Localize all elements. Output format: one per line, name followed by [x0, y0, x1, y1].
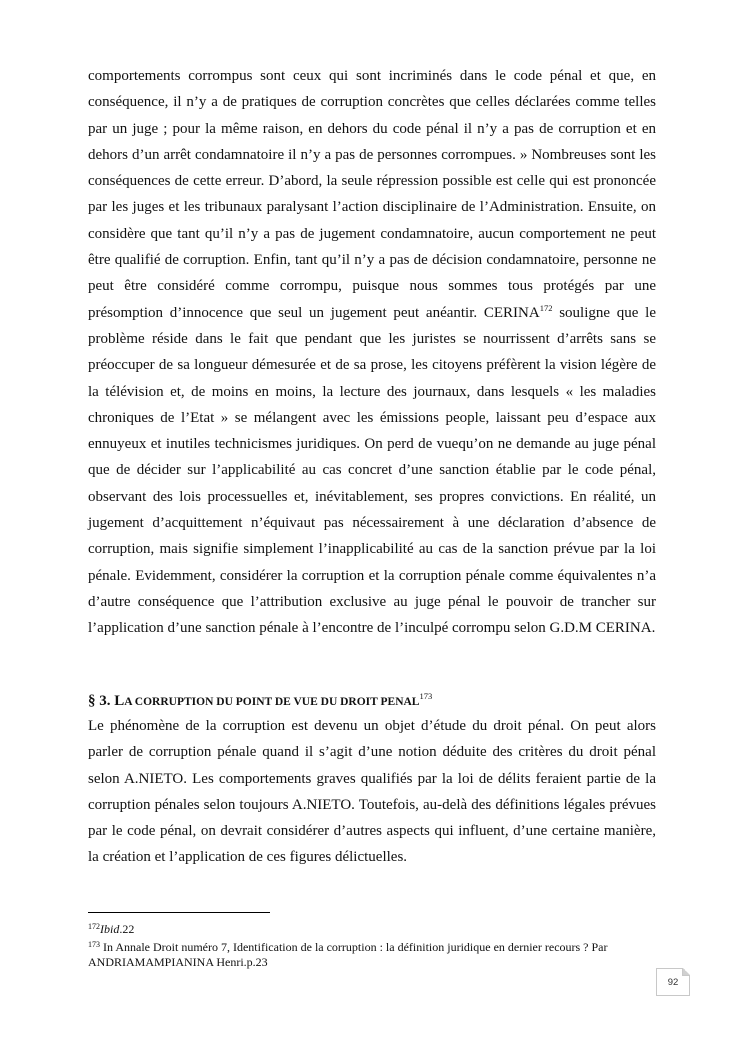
- footnote-number: 172: [88, 922, 100, 931]
- footnote-number: 173: [88, 940, 100, 949]
- paragraph-1-text-b: souligne que le problème réside dans le fait que pendant que les juristes se nourrissent d’arrêts sans se préoccuper de sa longueur démesurée et de sa prose, les citoyens préfèrent la vision légère de la télévision et, de moins en moins, la lecture des journaux, dans lesquels « les maladies chroniques de l’Etat » se mélangent avec les émissions people, laissant peu d’espace aux ennuyeux et inutiles technicismes juridiques. On perd de vuequ’on ne demande au juge pénal que de décider sur l’applicabilité au cas concret d’une sanction établie par le code pénal, observant des lois processuelles et, inévitablement, ses propres convictions. En réalité, un jugement d’acquittement n’équivaut pas nécessairement à une déclaration d’absence de corruption, mais signifie simplement l’inapplicabilité au cas de la sanction prévue par la loi pénale. Evidemment, considérer la corruption et la corruption pénale comme équivalentes n’a d’autre conséquence que l’attribution exclusive au juge pénal le pouvoir de trancher sur l’application d’une sanction pénale à l’encontre de l’inculpé corrompu selon G.D.M CERINA.: [88, 304, 656, 637]
- footnote-ref-172[interactable]: 172: [539, 302, 553, 313]
- paragraph-1-text-a: comportements corrompus sont ceux qui sont incriminés dans le code pénal et que, en conséquence, il n’y a de pratiques de corruption concrètes que celles déclarées comme telles par un juge ; pour la même raison, en dehors du code pénal il n’y a pas de corruption et en dehors d’un arrêt condamnatoire il n’y a pas de personnes corrompues. » Nombreuses sont les conséquences de cette erreur. D’abord, la seule répression possible est celle qui est prononcée par les juges et les tribunaux paralysant l’action disciplinaire de l’Administration. Ensuite, on considère que tant qu’il n’y a pas de jugement condamnatoire, aucun comportement ne peut être qualifié de corruption. Enfin, tant qu’il n’y a pas de décision condamnatoire, personne ne peut être considéré comme corrompu, puisque nous sommes tous protégés par une présomption d’innocence que seul un jugement peut anéantir. CERINA: [88, 68, 656, 321]
- section-heading: [88, 686, 656, 712]
- page-number-badge: [656, 968, 690, 996]
- section-heading-prefix: § 3. L: [88, 693, 125, 709]
- page-number: 92: [667, 976, 679, 988]
- footnote-172: [88, 919, 663, 937]
- footnotes: [88, 919, 663, 970]
- footnote-173: [88, 937, 663, 970]
- page-corner-fold-icon: [682, 968, 690, 976]
- footnote-separator: [88, 912, 270, 913]
- footnote-text: .22: [119, 922, 135, 936]
- body-paragraph-2: Le phénomène de la corruption est devenu un objet d’étude du droit pénal. On peut alors parler de corruption pénale quand il s’agit d’une notion déduite des critères du droit pénal selon A.NIETO. Les comportements graves qualifiés par la loi de délits feraient partie de la corruption pénales selon toujours A.NIETO. Toutefois, au-delà des définitions légales prévues par le code pénal, on devrait considérer d’autres aspects qui influent, d’une certaine manière, la création et l’application de ces figures délictuelles.: [88, 718, 656, 866]
- section-heading-small-caps: A CORRUPTION DU POINT DE VUE DU DROIT PENAL: [124, 696, 420, 708]
- footnote-text: In Annale Droit numéro 7, Identification de la corruption : la définition juridique en dernier recours ? Par ANDRIAMAMPIANINA Henri.p.23: [88, 940, 608, 969]
- footnote-ref-173[interactable]: 173: [419, 691, 433, 701]
- footnote-italic: Ibid: [100, 922, 120, 936]
- body-paragraph-1: [88, 63, 656, 642]
